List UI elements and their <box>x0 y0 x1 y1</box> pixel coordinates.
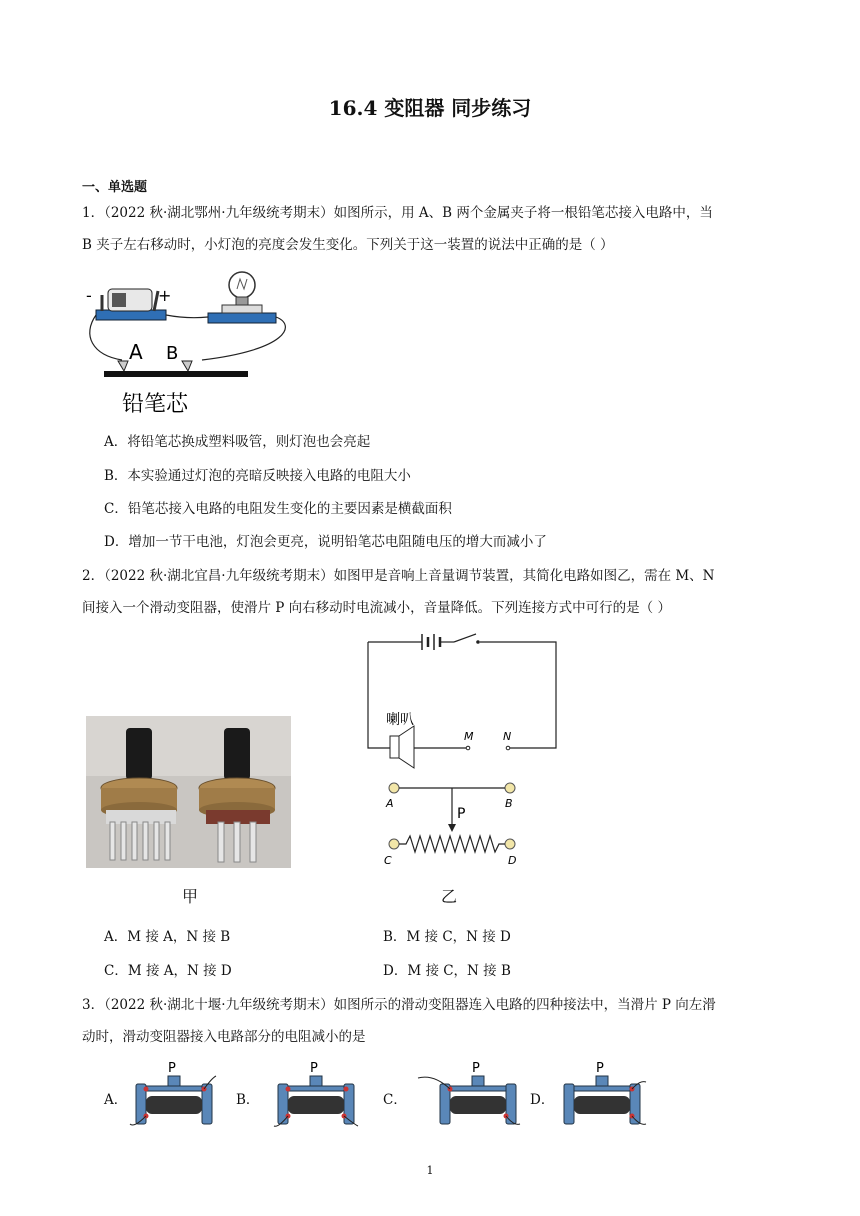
rheostat-p-label: P <box>596 1061 604 1076</box>
q1-option-a[interactable]: A．将铅笔芯换成塑料吸管，则灯泡也会亮起 <box>104 434 371 450</box>
q1-stem-line1: 1．（2022 秋·湖北鄂州·九年级统考期末）如图所示，用 A、B 两个金属夹子将一根铅笔芯接入电路中，当 <box>82 205 713 221</box>
q2-stem-line1: 2．（2022 秋·湖北宜昌·九年级统考期末）如图甲是音响上音量调节装置，其简化电路如图乙，需在 M、N <box>82 568 715 584</box>
q1-option-c[interactable]: C．铅笔芯接入电路的电阻发生变化的主要因素是横截面积 <box>104 501 452 517</box>
q3-option-c-label[interactable]: C． <box>383 1092 407 1108</box>
speaker-icon <box>390 736 399 758</box>
q3-rheostat-b <box>266 1058 362 1128</box>
page-title: 16.4 变阻器 同步练习 <box>328 96 532 120</box>
battery-plus: + <box>158 286 172 305</box>
q2-option-d[interactable]: D．M 接 C，N 接 B <box>383 963 511 979</box>
clip-a-icon <box>118 361 128 371</box>
q3-rheostat-a <box>124 1058 220 1128</box>
section-heading: 一、单选题 <box>82 180 148 195</box>
slider-p-label: P <box>457 806 466 822</box>
q3-stem-line1: 3．（2022 秋·湖北十堰·九年级统考期末）如图所示的滑动变阻器连入电路的四种接法中，当滑片 P 向左滑 <box>82 997 716 1013</box>
rheostat-b-label: B <box>505 797 513 810</box>
terminal-n-label: N <box>503 730 512 743</box>
bulb-board <box>208 313 276 323</box>
terminal-m-label: M <box>464 730 474 743</box>
q3-rheostat-c <box>414 1058 524 1128</box>
q3-rheostat-d <box>556 1058 652 1128</box>
q2-option-b[interactable]: B．M 接 C，N 接 D <box>383 929 511 945</box>
rheostat-p-label: P <box>472 1061 480 1076</box>
q1-option-b[interactable]: B．本实验通过灯泡的亮暗反映接入电路的电阻大小 <box>104 468 411 484</box>
figure-caption-yi: 乙 <box>441 887 458 906</box>
clip-b-label: B <box>166 343 179 364</box>
pencil-lead-caption: 铅笔芯 <box>122 392 189 417</box>
q2-option-a[interactable]: A．M 接 A，N 接 B <box>104 929 231 945</box>
q2-circuit-diagram <box>362 632 562 872</box>
speaker-label: 喇叭 <box>386 712 414 728</box>
rheostat-d-label: D <box>508 854 517 867</box>
q3-option-a-label[interactable]: A． <box>104 1092 128 1108</box>
q1-circuit-figure <box>82 265 302 425</box>
clip-a-label: A <box>129 340 143 364</box>
pencil-lead <box>104 371 248 377</box>
slider-arrow-icon <box>448 824 456 832</box>
rheostat-p-label: P <box>310 1061 318 1076</box>
page-number: 1 <box>426 1164 434 1177</box>
switch-icon <box>454 634 476 642</box>
q2-option-c[interactable]: C．M 接 A，N 接 D <box>104 963 232 979</box>
q1-option-d[interactable]: D．增加一节干电池，灯泡会更亮，说明铅笔芯电阻随电压的增大而减小了 <box>104 534 547 550</box>
q2-stem-line2: 间接入一个滑动变阻器，使滑片 P 向右移动时电流减小，音量降低。下列连接方式中可行的是（ ） <box>82 600 671 616</box>
battery-minus: - <box>86 286 92 305</box>
q3-option-b-label[interactable]: B． <box>236 1092 260 1108</box>
rheostat-p-label: P <box>168 1061 176 1076</box>
rheostat-a-label: A <box>386 797 394 810</box>
q2-potentiometer-photo <box>86 716 291 868</box>
clip-b-icon <box>182 361 192 371</box>
rheostat-c-label: C <box>384 854 392 867</box>
q3-option-d-label[interactable]: D． <box>530 1092 555 1108</box>
q1-stem-line2: B 夹子左右移动时，小灯泡的亮度会发生变化。下列关于这一装置的说法中正确的是（ ） <box>82 237 614 253</box>
resistor-coil <box>399 836 505 852</box>
q3-stem-line2: 动时，滑动变阻器接入电路部分的电阻减小的是 <box>82 1029 366 1045</box>
figure-caption-jia: 甲 <box>182 887 199 906</box>
